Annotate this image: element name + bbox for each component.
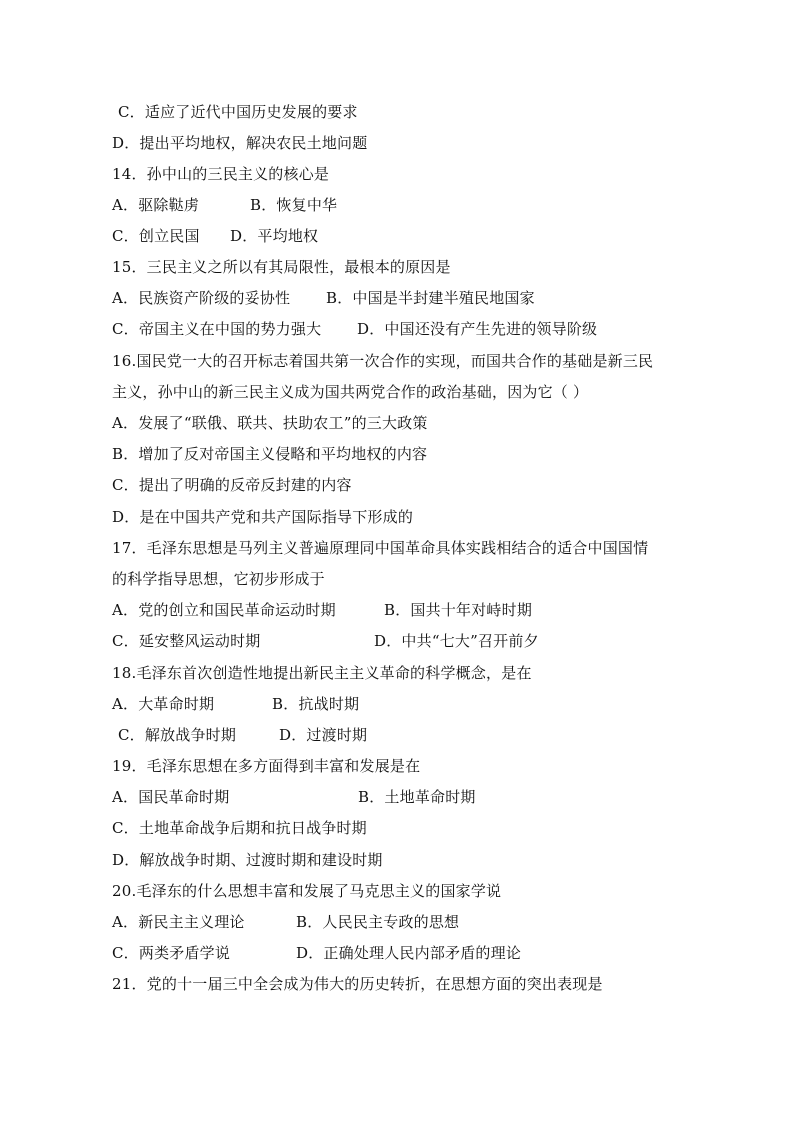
option-a: A．国民革命时期 (112, 788, 230, 806)
question-17 (112, 533, 648, 564)
question-21 (112, 969, 603, 1000)
option-b: B．恢复中华 (250, 196, 338, 214)
option-b: B．增加了反对帝国主义侵略和平均地权的内容 (112, 445, 428, 463)
option-b: B．国共十年对峙时期 (384, 601, 533, 619)
option-d: D．正确处理人民内部矛盾的理论 (296, 944, 522, 962)
question-17-continued (112, 564, 325, 595)
option-a: A．大革命时期 (112, 695, 215, 713)
question-15 (112, 252, 451, 283)
option-c: C．延安整风运动时期 (112, 632, 261, 650)
option-line (112, 813, 367, 844)
option-c: C．创立民国 (112, 227, 200, 245)
question-text: 21．党的十一届三中全会成为伟大的历史转折，在思想方面的突出表现是 (112, 975, 603, 993)
question-16-continued (112, 377, 588, 408)
question-text: 的科学指导思想，它初步形成于 (112, 570, 325, 588)
option-line (112, 283, 535, 314)
option-line (112, 502, 413, 533)
option-line (112, 938, 522, 969)
question-text: 14．孙中山的三民主义的核心是 (112, 165, 330, 183)
option-line (112, 439, 427, 470)
option-line (112, 845, 383, 876)
option-d: D．中共“七大”召开前夕 (374, 632, 539, 650)
question-text: 15．三民主义之所以有其局限性，最根本的原因是 (112, 258, 451, 276)
option-a: A．党的创立和国民革命运动时期 (112, 601, 336, 619)
question-text: 18.毛泽东首次创造性地提出新民主主义革命的科学概念，是在 (112, 664, 532, 682)
option-d: D．平均地权 (230, 227, 319, 245)
option-d: D．是在中国共产党和共产国际指导下形成的 (112, 508, 414, 526)
option-b: B．抗战时期 (272, 695, 360, 713)
option-a: A．驱除鞑虏 (112, 196, 200, 214)
option-c: C．两类矛盾学说 (112, 944, 231, 962)
option-c: C．土地革命战争后期和抗日战争时期 (112, 819, 367, 837)
option-a: A．发展了“联俄、联共、扶助农工”的三大政策 (112, 414, 428, 432)
option-line (112, 190, 338, 221)
option-c: C．帝国主义在中国的势力强大 (112, 320, 322, 338)
option-line (112, 314, 598, 345)
question-text: 20.毛泽东的什么思想丰富和发展了马克思主义的国家学说 (112, 882, 502, 900)
question-16 (112, 346, 653, 377)
option-d: D．过渡时期 (279, 726, 368, 744)
option-line (112, 470, 352, 501)
option-line (118, 97, 358, 128)
option-d: D．提出平均地权，解决农民土地问题 (112, 134, 368, 152)
question-18 (112, 658, 532, 689)
option-line (112, 689, 360, 720)
option-line (112, 408, 428, 439)
option-d: D．中国还没有产生先进的领导阶级 (357, 320, 598, 338)
option-c: C．适应了近代中国历史发展的要求 (118, 103, 358, 121)
option-c: C．解放战争时期 (118, 726, 237, 744)
option-a: A．新民主主义理论 (112, 913, 245, 931)
option-line (112, 221, 319, 252)
question-20 (112, 876, 501, 907)
question-19 (112, 751, 420, 782)
question-text: 17．毛泽东思想是马列主义普遍原理同中国革命具体实践相结合的适合中国国情 (112, 539, 649, 557)
option-c: C．提出了明确的反帝反封建的内容 (112, 476, 352, 494)
question-text: 19．毛泽东思想在多方面得到丰富和发展是在 (112, 757, 421, 775)
question-text: 16.国民党一大的召开标志着国共第一次合作的实现，而国共合作的基础是新三民 (112, 352, 654, 370)
option-line (112, 595, 533, 626)
question-14 (112, 159, 329, 190)
option-line (112, 907, 460, 938)
question-text: 主义，孙中山的新三民主义成为国共两党合作的政治基础，因为它（ ） (112, 383, 589, 401)
option-line (112, 782, 476, 813)
option-a: A．民族资产阶级的妥协性 (112, 289, 291, 307)
option-d: D．解放战争时期、过渡时期和建设时期 (112, 851, 383, 869)
option-b: B．人民民主专政的思想 (296, 913, 460, 931)
option-b: B．土地革命时期 (358, 788, 476, 806)
option-b: B．中国是半封建半殖民地国家 (326, 289, 535, 307)
option-line (112, 128, 367, 159)
option-line (112, 626, 539, 657)
option-line (118, 720, 368, 751)
